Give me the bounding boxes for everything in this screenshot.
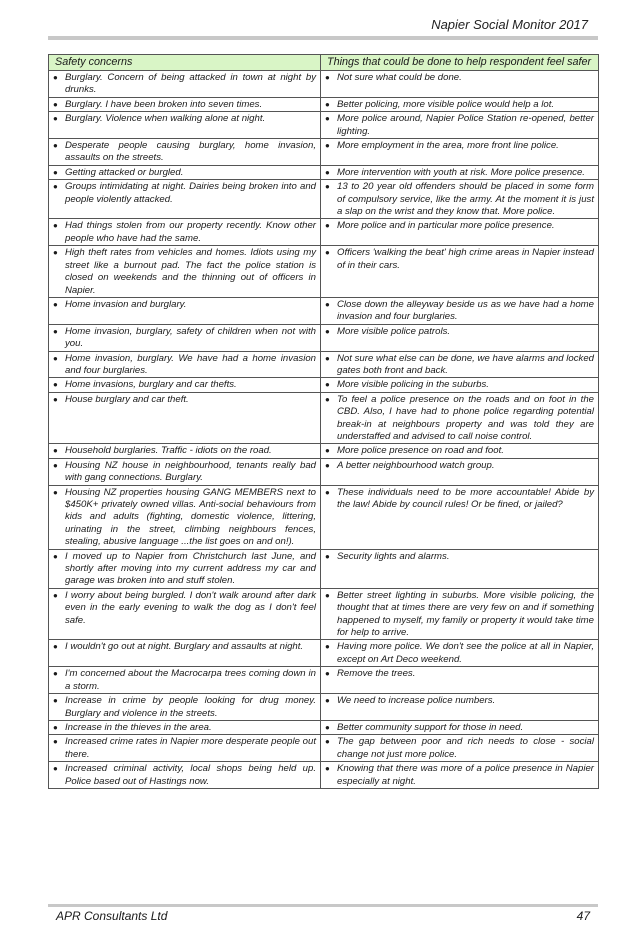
bullet-icon: ● <box>325 460 330 470</box>
suggestion-cell <box>321 139 599 166</box>
suggestion-cell <box>321 180 599 219</box>
concern-text: Household burglaries. Traffic - idiots on the road. <box>65 445 272 457</box>
concern-cell <box>49 378 321 392</box>
suggestion-cell <box>321 378 599 392</box>
concern-text: Housing NZ properties housing GANG MEMBERS next to $450K+ privately owned villas. Anti-social behaviours from kids and adults (fighting, domestic violence, littering, urinating in the street, climbing neighbours fences, stealing, abusive language ...the list goes on and on!). <box>65 486 316 548</box>
column-header-suggestions: Things that could be done to help respondent feel safer <box>321 55 599 71</box>
suggestion-cell <box>321 351 599 378</box>
bullet-icon: ● <box>53 114 58 124</box>
concern-text: Had things stolen from our property recently. Know other people who have had the same. <box>65 220 316 244</box>
concern-cell <box>49 165 321 179</box>
bullet-icon: ● <box>325 737 330 747</box>
suggestion-cell <box>321 71 599 98</box>
suggestion-cell <box>321 549 599 588</box>
bullet-icon: ● <box>325 326 330 336</box>
table-row <box>49 667 599 694</box>
concern-text: Desperate people causing burglary, home invasion, assaults on the streets. <box>65 140 316 164</box>
concern-text: I wouldn't go out at night. Burglary and assaults at night. <box>65 641 304 653</box>
concern-cell <box>49 71 321 98</box>
bullet-icon: ● <box>53 460 58 470</box>
suggestion-cell <box>321 97 599 111</box>
header-rule <box>48 36 598 40</box>
concern-cell <box>49 97 321 111</box>
concern-text: I worry about being burgled. I don't walk around after dark even in the early evening to walk the dog as I don't feel safe. <box>65 589 316 626</box>
suggestion-cell <box>321 219 599 246</box>
suggestion-text: More police presence on road and foot. <box>337 445 504 457</box>
concern-text: I'm concerned about the Macrocarpa trees coming down in a storm. <box>65 668 316 692</box>
bullet-icon: ● <box>53 353 58 363</box>
bullet-icon: ● <box>53 669 58 679</box>
bullet-icon: ● <box>53 73 58 82</box>
suggestion-text: Better street lighting in suburbs. More visible policing, the thought that at times there are very few on and if something happened to myself, my family or property it would take time for help to arrive. <box>337 589 594 639</box>
table-row <box>49 246 599 298</box>
suggestion-text: Better policing, more visible police would help a lot. <box>337 98 555 110</box>
suggestion-text: Better community support for those in need. <box>337 721 524 733</box>
table-row <box>49 588 599 640</box>
concern-cell <box>49 324 321 351</box>
concern-cell <box>49 139 321 166</box>
suggestion-text: More employment in the area, more front line police. <box>337 140 559 152</box>
bullet-icon: ● <box>53 141 58 151</box>
concern-cell <box>49 694 321 721</box>
suggestion-text: Security lights and alarms. <box>337 550 450 562</box>
bullet-icon: ● <box>53 380 58 390</box>
concern-text: House burglary and car theft. <box>65 393 189 405</box>
bullet-icon: ● <box>325 299 330 309</box>
bullet-icon: ● <box>325 141 330 151</box>
suggestion-text: Having more police. We don't see the police at all in Napier, except on Art Deco weekend. <box>337 641 594 665</box>
concern-text: Home invasion, burglary, safety of children when not with you. <box>65 325 316 350</box>
suggestion-cell <box>321 297 599 324</box>
concern-cell <box>49 444 321 458</box>
concern-text: Increased criminal activity, local shops being held up. Police based out of Hastings now. <box>65 763 316 787</box>
suggestion-text: The gap between poor and rich needs to close - social change not just more police. <box>337 736 594 760</box>
concern-text: Home invasion, burglary. We have had a home invasion and four burglaries. <box>65 352 316 376</box>
concern-cell <box>49 735 321 762</box>
table-row <box>49 762 599 789</box>
suggestion-text: Knowing that there was more of a police presence in Napier especially at night. <box>337 763 594 787</box>
bullet-icon: ● <box>325 764 330 774</box>
suggestion-cell <box>321 165 599 179</box>
table-row <box>49 139 599 166</box>
bullet-icon: ● <box>325 642 330 652</box>
table-row <box>49 165 599 179</box>
bullet-icon: ● <box>325 722 330 732</box>
concern-cell <box>49 246 321 298</box>
concern-cell <box>49 351 321 378</box>
bullet-icon: ● <box>325 182 330 192</box>
table-row <box>49 485 599 549</box>
bullet-icon: ● <box>325 99 330 109</box>
bullet-icon: ● <box>53 221 58 231</box>
bullet-icon: ● <box>53 737 58 747</box>
bullet-icon: ● <box>53 394 58 404</box>
bullet-icon: ● <box>53 764 58 774</box>
bullet-icon: ● <box>53 696 58 706</box>
table-row <box>49 219 599 246</box>
bullet-icon: ● <box>325 167 330 177</box>
concern-cell <box>49 549 321 588</box>
table-row <box>49 351 599 378</box>
table-row <box>49 112 599 139</box>
concern-text: Increased crime rates in Napier more desperate people out there. <box>65 736 316 760</box>
bullet-icon: ● <box>325 487 330 497</box>
concern-text: Housing NZ house in neighbourhood, tenants really bad with gang connections. Burglary. <box>65 459 316 484</box>
bullet-icon: ● <box>325 696 330 706</box>
suggestion-text: More intervention with youth at risk. More police presence. <box>337 166 585 178</box>
table-row <box>49 297 599 324</box>
concern-cell <box>49 640 321 667</box>
footer-company: APR Consultants Ltd <box>56 909 168 923</box>
suggestion-text: Remove the trees. <box>337 668 416 680</box>
bullet-icon: ● <box>53 722 58 732</box>
table-row <box>49 640 599 667</box>
suggestion-cell <box>321 640 599 667</box>
concern-cell <box>49 112 321 139</box>
concern-cell <box>49 720 321 734</box>
column-header-concerns: Safety concerns <box>49 55 321 71</box>
table-row <box>49 720 599 734</box>
suggestion-cell <box>321 485 599 549</box>
suggestion-text: Not sure what could be done. <box>337 72 462 83</box>
table-row <box>49 549 599 588</box>
bullet-icon: ● <box>325 590 330 600</box>
concern-text: Burglary. Violence when walking alone at night. <box>65 113 266 125</box>
suggestion-text: More police and in particular more police presence. <box>337 220 555 232</box>
suggestion-cell <box>321 735 599 762</box>
table-row <box>49 392 599 444</box>
suggestion-cell <box>321 667 599 694</box>
concern-cell <box>49 762 321 789</box>
concern-cell <box>49 392 321 444</box>
concern-text: Increase in the thieves in the area. <box>65 721 212 733</box>
suggestion-text: To feel a police presence on the roads and on foot in the CBD. Also, I have had to phone police regarding potential break-in at neighbours property and was told they are understaffed and advised to call noise control. <box>337 393 594 442</box>
bullet-icon: ● <box>53 446 58 456</box>
table-row <box>49 324 599 351</box>
concern-cell <box>49 667 321 694</box>
table-row <box>49 735 599 762</box>
bullet-icon: ● <box>53 167 58 177</box>
page-number: 47 <box>576 909 590 923</box>
bullet-icon: ● <box>53 182 58 192</box>
bullet-icon: ● <box>53 99 58 109</box>
bullet-icon: ● <box>325 446 330 456</box>
suggestion-cell <box>321 392 599 444</box>
bullet-icon: ● <box>325 73 330 82</box>
bullet-icon: ● <box>325 248 330 258</box>
suggestion-text: A better neighbourhood watch group. <box>337 459 495 471</box>
bullet-icon: ● <box>325 394 330 404</box>
table-body <box>49 71 599 789</box>
table-row <box>49 444 599 458</box>
suggestion-cell <box>321 458 599 485</box>
bullet-icon: ● <box>325 380 330 390</box>
suggestion-cell <box>321 588 599 640</box>
table-row <box>49 458 599 485</box>
suggestion-cell <box>321 762 599 789</box>
suggestion-cell <box>321 112 599 139</box>
concern-text: Burglary. I have been broken into seven times. <box>65 98 263 110</box>
concern-cell <box>49 180 321 219</box>
table-row <box>49 180 599 219</box>
footer-rule <box>48 904 598 907</box>
suggestion-text: Officers 'walking the beat' high crime areas in Napier instead of in their cars. <box>337 247 594 271</box>
concern-text: Home invasion and burglary. <box>65 298 187 310</box>
suggestion-text: More visible police patrols. <box>337 325 451 337</box>
suggestion-cell <box>321 444 599 458</box>
concern-cell <box>49 458 321 485</box>
bullet-icon: ● <box>53 248 58 258</box>
concern-cell <box>49 219 321 246</box>
table-row <box>49 694 599 721</box>
concern-text: Home invasions, burglary and car thefts. <box>65 379 237 391</box>
bullet-icon: ● <box>325 551 330 561</box>
bullet-icon: ● <box>53 590 58 600</box>
suggestion-text: We need to increase police numbers. <box>337 695 496 707</box>
concern-cell <box>49 297 321 324</box>
concern-text: I moved up to Napier from Christchurch last June, and shortly after moving into my current address my car and garage was broken into and stuff stolen. <box>65 550 316 587</box>
suggestion-text: More police around, Napier Police Station re-opened, better lighting. <box>337 113 594 137</box>
bullet-icon: ● <box>53 642 58 652</box>
table-row <box>49 378 599 392</box>
table-header-row <box>49 55 599 71</box>
suggestion-text: Not sure what else can be done, we have alarms and locked gates both front and back. <box>337 352 594 376</box>
page-header-title: Napier Social Monitor 2017 <box>431 17 588 32</box>
concern-text: Burglary. Concern of being attacked in town at night by drunks. <box>65 72 316 96</box>
safety-concerns-table <box>48 54 599 789</box>
bullet-icon: ● <box>53 487 58 497</box>
bullet-icon: ● <box>325 353 330 363</box>
table-row <box>49 97 599 111</box>
suggestion-cell <box>321 720 599 734</box>
suggestion-cell <box>321 246 599 298</box>
concern-text: Increase in crime by people looking for drug money. Burglary and violence in the streets. <box>65 695 316 719</box>
concern-text: Getting attacked or burgled. <box>65 166 184 178</box>
bullet-icon: ● <box>325 221 330 231</box>
suggestion-text: These individuals need to be more accountable! Abide by the law! Abide by council rules! Or be fined, or jailed? <box>337 486 594 510</box>
bullet-icon: ● <box>53 299 58 309</box>
bullet-icon: ● <box>53 551 58 561</box>
suggestion-text: 13 to 20 year old offenders should be placed in some form of compulsory service, like the army. At the moment it is just a slap on the wrist and they know that. More police. <box>337 181 594 218</box>
suggestion-cell <box>321 694 599 721</box>
bullet-icon: ● <box>325 669 330 679</box>
suggestion-text: More visible policing in the suburbs. <box>337 379 489 391</box>
suggestion-cell <box>321 324 599 351</box>
concern-cell <box>49 588 321 640</box>
suggestion-text: Close down the alleyway beside us as we have had a home invasion and four burglaries. <box>337 298 594 323</box>
concern-text: High theft rates from vehicles and homes. Idiots using my street like a burnout pad. The fact the police station is closed on weekends and the thinning out of officers in Napier. <box>65 247 316 296</box>
table-row <box>49 71 599 98</box>
concern-cell <box>49 485 321 549</box>
bullet-icon: ● <box>53 326 58 336</box>
bullet-icon: ● <box>325 114 330 124</box>
concern-text: Groups intimidating at night. Dairies being broken into and people violently attacked. <box>65 181 316 205</box>
